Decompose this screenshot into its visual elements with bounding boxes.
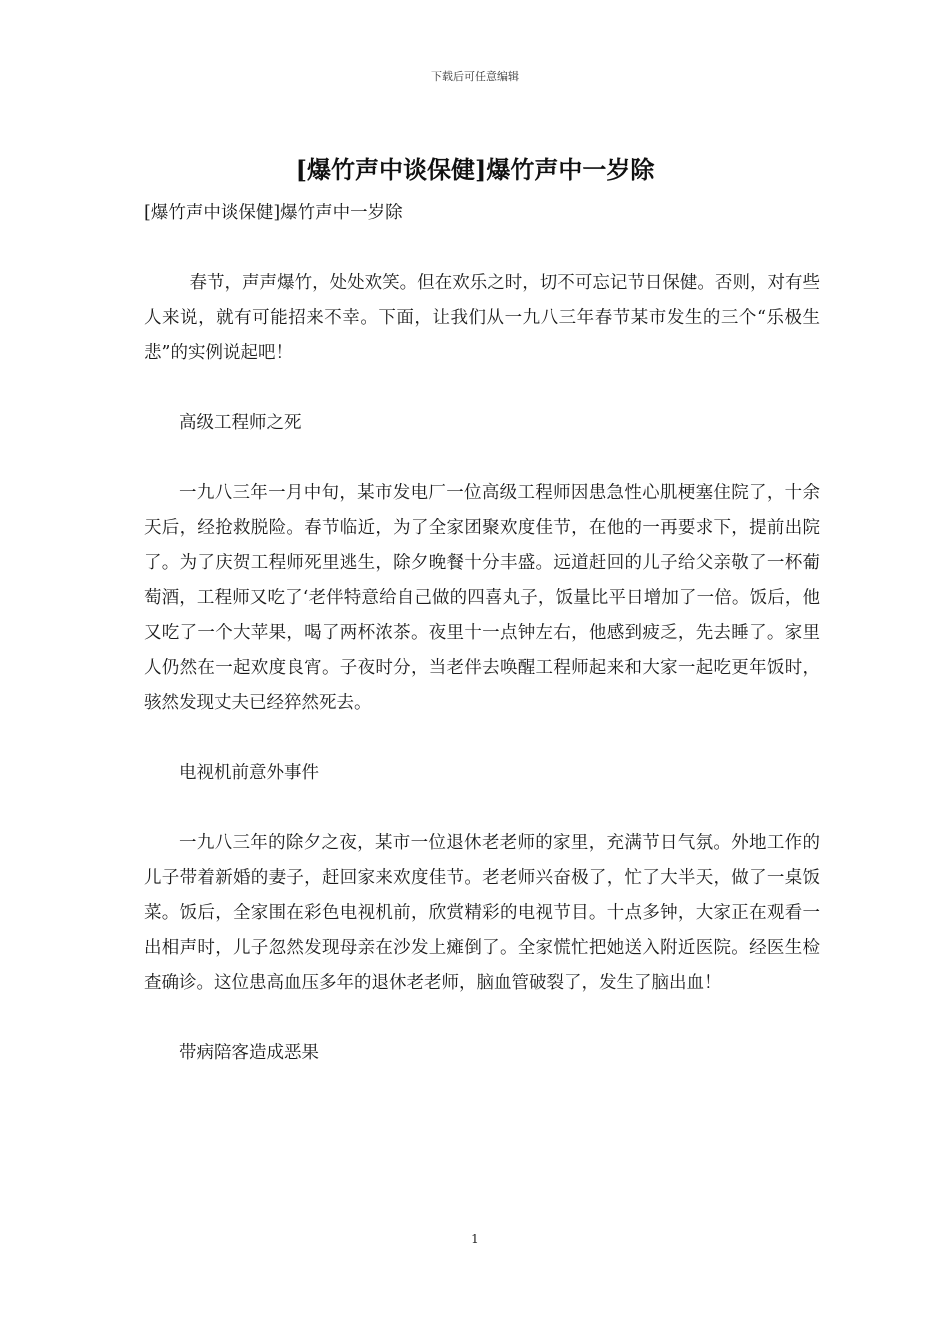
subtitle-line: [爆竹声中谈保健]爆竹声中一岁除 <box>144 203 403 223</box>
document-body <box>144 196 820 1106</box>
section-body-engineer: 一九八三年一月中旬，某市发电厂一位高级工程师因患急性心肌梗塞住院了，十余天后，经抢救脱险。春节临近，为了全家团聚欢度佳节，在他的一再要求下，提前出院了。为了庆贺工程师死里逃生，除夕晚餐十分丰盛。远道赶回的儿子给父亲敬了一杯葡萄酒，工程师又吃了‘老伴特意给自己做的四喜丸子，饭量比平日增加了一倍。饭后，他又吃了一个大苹果，喝了两杯浓茶。夜里十一点钟左右，他感到疲乏，先去睡了。家里人仍然在一起欢度良宵。子夜时分，当老伴去唤醒工程师起来和大家一起吃更年饭时，骇然发现丈夫已经猝然死去。 <box>144 483 820 713</box>
section-heading-guest: 带病陪客造成恶果 <box>179 1043 319 1063</box>
page-number: 1 <box>471 1232 479 1246</box>
intro-paragraph: 春节，声声爆竹，处处欢笑。但在欢乐之时，切不可忘记节日保健。否则，对有些人来说，就有可能招来不幸。下面，让我们从一九八三年春节某市发生的三个“乐极生悲”的实例说起吧！ <box>144 273 820 363</box>
section-body-tv: 一九八三年的除夕之夜，某市一位退休老老师的家里，充满节日气氛。外地工作的儿子带着新婚的妻子，赶回家来欢度佳节。老老师兴奋极了，忙了大半天，做了一桌饭菜。饭后，全家围在彩色电视机前，欣赏精彩的电视节目。十点多钟，大家正在观看一出相声时，儿子忽然发现母亲在沙发上瘫倒了。全家慌忙把她送入附近医院。经医生检查确诊。这位患高血压多年的退休老老师，脑血管破裂了，发生了脑出血！ <box>144 833 820 993</box>
document-title: [爆竹声中谈保健]爆竹声中一岁除 <box>295 155 655 184</box>
section-heading-engineer: 高级工程师之死 <box>179 413 302 433</box>
section-heading-tv: 电视机前意外事件 <box>179 763 319 783</box>
header-note: 下载后可任意编辑 <box>431 70 519 83</box>
